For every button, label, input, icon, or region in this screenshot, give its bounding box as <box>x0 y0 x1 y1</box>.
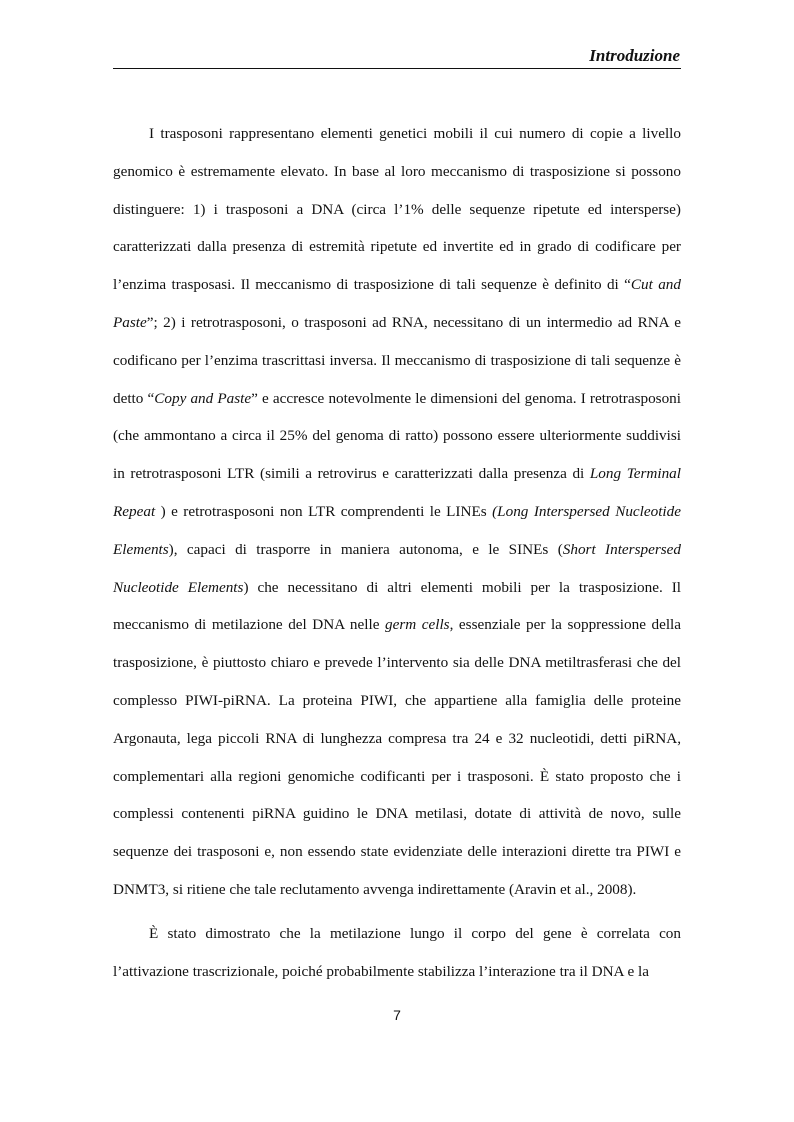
paragraph <box>113 915 681 991</box>
chapter-title: Introduzione <box>589 46 680 65</box>
text-run: , essenziale per la soppressione della trasposizione, è piuttosto chiaro e prevede l’intervento sia delle DNA metiltrasferasi che del complesso PIWI-piRNA. La proteina PIWI, che appartiene alla famiglia delle proteine Argonauta, lega piccoli RNA di lunghezza compresa tra 24 e 32 nucleotidi, detti piRNA, complementari alla regioni genomiche codificanti per i trasposoni. È stato proposto che i complessi contenenti piRNA guidino le DNA metilasi, dotate di attività de novo, sulle sequenze dei trasposoni e, non essendo state evidenziate delle interazioni dirette tra PIWI e DNMT3, si ritiene che tale reclutamento avvenga indirettamente (Aravin et al., 2008). <box>113 616 681 898</box>
text-run: ) e retrotrasposoni non LTR comprendenti le LINEs <box>155 502 493 520</box>
text-run: I trasposoni rappresentano elementi genetici mobili il cui numero di copie a livello genomico è estremamente elevato. In base al loro meccanismo di trasposizione si possono distinguere: 1) i trasposoni a DNA (circa l’1% delle sequenze ripetute ed intersperse) caratterizzati dalla presenza di estremità ripetute ed invertite ed in grado di codificare per l’enzima trasposasi. Il meccanismo di trasposizione di tali sequenze è definito di “ <box>113 125 681 294</box>
italic-term: Copy and Paste <box>154 389 252 407</box>
text-run: È stato dimostrato che la metilazione lungo il corpo del gene è correlata con l’attivazione trascrizionale, poiché probabilmente stabilizza l’interazione tra il DNA e la <box>113 924 681 980</box>
italic-term: Cut and Paste <box>113 276 681 331</box>
page-number: 7 <box>393 1007 401 1023</box>
text-run: ), capaci di trasporre in maniera autonoma, e le SINEs ( <box>168 540 563 558</box>
text-run: ) che necessitano di altri elementi mobili per la trasposizione. Il meccanismo di metilazione del DNA nelle <box>113 578 682 634</box>
paragraph <box>113 115 681 909</box>
italic-term: germ cells <box>384 616 450 634</box>
body-text <box>113 115 681 990</box>
italic-term: Short Interspersed Nucleotide Elements <box>113 540 681 596</box>
text-run: ” e accresce notevolmente le dimensioni del genoma. I retrotrasposoni (che ammontano a circa il 25% del genoma di ratto) possono essere ulteriormente suddivisi in retrotrasposoni LTR (simili a retrovirus e caratterizzati dalla presenza di <box>113 389 681 483</box>
italic-term: Long Terminal Repeat <box>113 465 681 520</box>
italic-term: (Long Interspersed Nucleotide Elements <box>113 502 681 558</box>
header-divider <box>113 68 681 69</box>
text-run: ”; 2) i retrotrasposoni, o trasposoni ad RNA, necessitano di un intermedio ad RNA e codificano per l’enzima trascrittasi inversa. Il meccanismo di trasposizione di tali sequenze è detto “ <box>113 313 681 407</box>
